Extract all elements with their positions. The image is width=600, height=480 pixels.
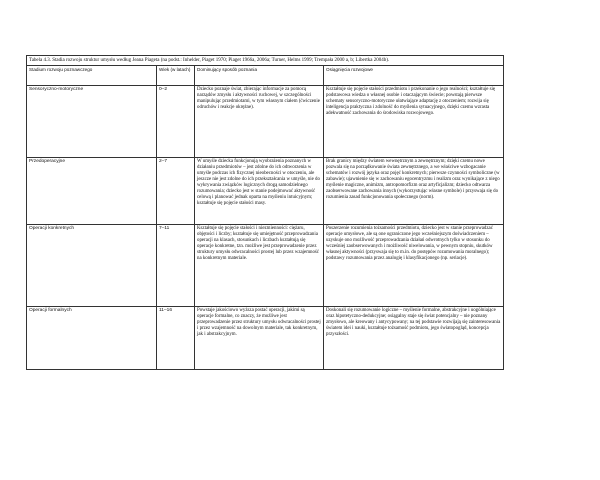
table-row	[27, 307, 504, 370]
cell-achievements: Kształtuje się pojęcie stałości przedmiotu i przekonanie o jego realności; kształtuje się podstawowa wiedza o własnej osobie i otaczającym świecie; powstają pierwsze schematy sensoryczno-motoryczne ułatwiające adaptację z otoczeniem; rozwija się inteligencja praktyczna i zdolność do myślenia sytuacyjnego, dzięki czemu wzrasta adekwatność zachowania do środowiska rozwojowego.	[324, 86, 504, 158]
cell-achievements: Poszerzenie rozumienia tożsamości przedmiotu, dziecko jest w stanie przeprowadzać operacje umysłowe, ale są one ograniczone jego wcześniejszym doświadczeniem – uzyskuje ono możliwość przeprowadzania działań odwrotnych tylko w stosunku do wcześniej zaobserwowanych i możliwość niwelowania, w pewnym stopniu, skutków własnej aktywności (przyswaja się to m.in. do postępów rozumowania moralnego); podstawy rozumowania przez analogię i klasyfikacjonego (np. seriacje).	[324, 225, 504, 307]
table-header-row	[27, 66, 504, 86]
cell-stage: Przedoperacyjne	[27, 158, 157, 225]
cell-age: 11–16	[157, 307, 195, 370]
cell-age: 0–2	[157, 86, 195, 158]
cell-stage: Operacji formalnych	[27, 307, 157, 370]
document-page	[26, 55, 503, 370]
table-caption-row	[27, 56, 504, 66]
header-stage: Stadium rozwoju poznawczego	[27, 66, 157, 86]
cell-mode: W umyśle dziecka funkcjonują wyobrażenia poznanych w działaniu przedmiotów – jest zdolne do ich odtworzenia w umyśle podczas ich fizycznej nieobecności w otoczeniu, ale jeszcze nie jest zdolne do ich przekształcania w umyśle, nie do wykrywania związków logicznych drogą samodzielnego rozumowania; dziecko jest w stanie podejmować aktywność celową i planować jednak oparta na myśleniu intuicyjnym; kształtuje się pojęcie stałości masy.	[195, 158, 324, 225]
cell-mode: Dziecko poznaje świat, zbierając informacje za pomocą narządów zmysłu i aktywności ruchowej, w szczególności manipulując przedmiotami, w tym własnym ciałem (ćwiczenie odruchów i reakcje okrężne).	[195, 86, 324, 158]
header-age: Wiek (w latach)	[157, 66, 195, 86]
cell-age: 2–7	[157, 158, 195, 225]
table-row	[27, 158, 504, 225]
piaget-stages-table	[26, 55, 504, 370]
table-row	[27, 86, 504, 158]
header-mode: Dominujący sposób poznania	[195, 66, 324, 86]
cell-stage: Sensoryczno-motoryczne	[27, 86, 157, 158]
cell-age: 7–11	[157, 225, 195, 307]
cell-stage: Operacji konkretnych	[27, 225, 157, 307]
header-achievements: Osiągnięcia rozwojowe	[324, 66, 504, 86]
cell-achievements: Brak granicy między światem wewnętrznym a zewnętrznym; dzięki czemu nowe pozwala się na porządkowanie świata zewnętrznego, a we właściwe wzbogacanie schematów i rozwój języka oraz pojęć konkretnych; pierwsze czynności symboliczne (w zabawie); ujawnienie się w zachowaniu egocentryzmu i realizm oraz wynikające z niego myślenie magiczne, animizm, antropomorfizm oraz artyficjalizm; dziecko odtwarza zaobserwowane zachowania innych (wykorzystując własne symbole) i przyswaja się do rozumienia zasad funkcjonowania społecznego (norm).	[324, 158, 504, 225]
table-row	[27, 225, 504, 307]
cell-achievements: Doskonali się rozumowanie logiczne – myślenie formalne, abstrakcyjne i uogólniające oraz hipotetyczno-dedukcyjne; osiągalny staje się świat potencjalny – nie poznany zmysłowo, ale kreowany i antycypowany; na tej podstawie rozwijają się zainteresowania światem idei i nauki, kształtuje tożsamość podmiotu, jego światopogląd, koncepcja przyszłości.	[324, 307, 504, 370]
table-caption: Tabela 4.3. Stadia rozwoju struktur umysłu według Jeana Piageta (na podst.: Inhelder, Piaget 1970; Piaget 1966a, 2006a; Turner, Helms 1999; Trempała 2000 a, b; Libertka 2004b).	[27, 56, 504, 66]
cell-mode: Powstaje jakościowo wyższa postać operacji, jakimi są operacje formalne, co znaczy, że możliwe jest przeprowadzenie przez struktury umysłu odwracalności prostej i przez wzajemność na dowolnym materiale, tak konkretnym, jak i abstrakcyjnym.	[195, 307, 324, 370]
cell-mode: Kształtuje się pojęcie stałości i niezmienności: ciężaru, objętości i liczby; kształtuje się umiejętność przeprowadzania operacji na klasach, stosunkach i liczbach kształtują się operacje konkretne, tzn. możliwe jest przeprowadzenie przez struktury umysłu odwracalności prostej lub przez wzajemność na konkretnym materiale.	[195, 225, 324, 307]
